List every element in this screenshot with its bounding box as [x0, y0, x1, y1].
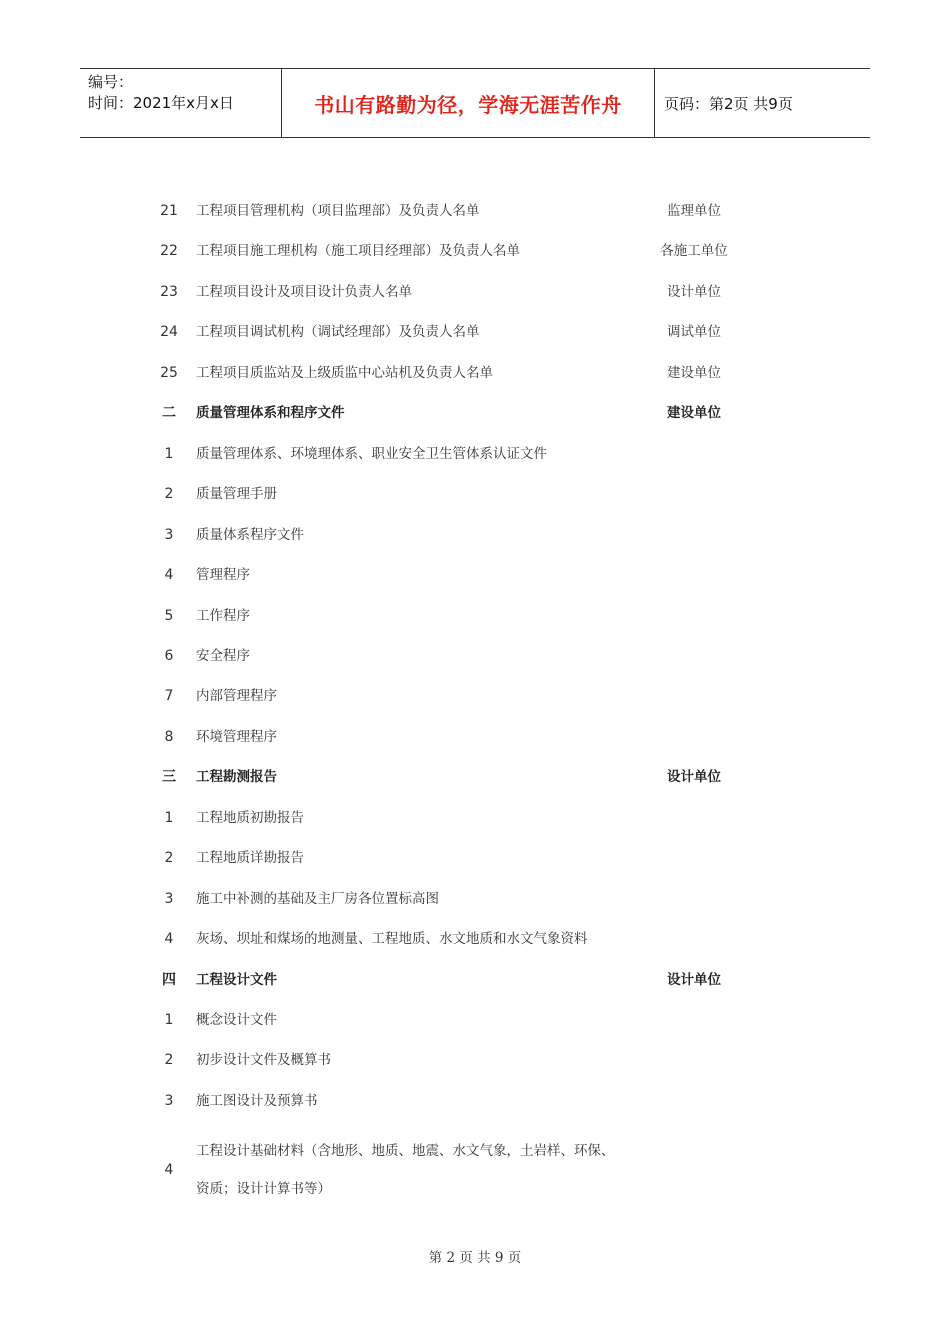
item-number: 4 [164, 1162, 174, 1178]
item-text: 环境管理程序 [196, 729, 277, 745]
page-header [80, 68, 870, 138]
item-number: 2 [164, 850, 174, 866]
header-page-label: 页码：第2页 共9页 [664, 95, 793, 113]
list-item [0, 847, 950, 869]
list-item [0, 928, 950, 950]
item-text: 质量体系程序文件 [196, 527, 304, 543]
item-number: 6 [164, 648, 174, 664]
list-item [0, 1049, 950, 1071]
section-heading-row [0, 402, 950, 424]
item-number: 5 [164, 608, 174, 624]
header-meta [88, 72, 278, 114]
item-text: 工程项目调试机构（调试经理部）及负责人名单 [196, 324, 480, 340]
item-text: 工程项目质监站及上级质监中心站机及负责人名单 [196, 365, 493, 381]
item-text [196, 1132, 615, 1208]
item-number: 8 [164, 729, 174, 745]
item-text: 施工图设计及预算书 [196, 1093, 318, 1109]
page-footer: 第 2 页 共 9 页 [428, 1250, 522, 1266]
item-text: 工作程序 [196, 608, 250, 624]
item-text: 质量管理手册 [196, 486, 277, 502]
item-text: 工程勘测报告 [196, 769, 277, 785]
item-text: 概念设计文件 [196, 1012, 277, 1028]
item-text: 内部管理程序 [196, 688, 277, 704]
list-item [0, 726, 950, 748]
item-text: 工程地质初勘报告 [196, 810, 304, 826]
header-motto: 书山有路勤为径，学海无涯苦作舟 [314, 93, 622, 117]
responsible-unit: 设计单位 [667, 972, 721, 988]
list-item [0, 888, 950, 910]
header-divider [654, 69, 655, 137]
list-item [0, 605, 950, 627]
item-number: 3 [164, 1093, 174, 1109]
code-label: 编号： [88, 73, 134, 91]
responsible-unit: 各施工单位 [660, 243, 728, 259]
section-heading-row [0, 969, 950, 991]
list-item [0, 200, 950, 222]
item-text: 工程地质详勘报告 [196, 850, 304, 866]
list-item [0, 807, 950, 829]
item-number: 25 [160, 365, 178, 381]
item-number: 23 [160, 284, 178, 300]
list-item [0, 362, 950, 384]
list-item [0, 1090, 950, 1112]
item-text: 质量管理体系和程序文件 [196, 405, 345, 421]
item-number: 2 [164, 486, 174, 502]
item-text: 工程项目施工理机构（施工项目经理部）及负责人名单 [196, 243, 520, 259]
item-text-line: 工程设计基础材料（含地形、地质、地震、水文气象，土岩样、环保、 [196, 1143, 615, 1159]
item-text: 初步设计文件及概算书 [196, 1052, 331, 1068]
list-item [0, 321, 950, 343]
list-item [0, 524, 950, 546]
item-number: 四 [162, 972, 176, 988]
item-text: 质量管理体系、环境理体系、职业安全卫生管体系认证文件 [196, 446, 547, 462]
section-heading-row [0, 766, 950, 788]
responsible-unit: 设计单位 [667, 769, 721, 785]
item-number: 22 [160, 243, 178, 259]
item-number: 3 [164, 527, 174, 543]
item-text: 工程项目管理机构（项目监理部）及负责人名单 [196, 203, 480, 219]
item-number: 二 [162, 405, 176, 421]
date-label: 时间：2021年x月x日 [88, 94, 234, 112]
item-number: 2 [164, 1052, 174, 1068]
item-number: 4 [164, 931, 174, 947]
item-text: 工程项目设计及项目设计负责人名单 [196, 284, 412, 300]
list-item [0, 1009, 950, 1031]
item-text: 施工中补测的基础及主厂房各位置标高图 [196, 891, 439, 907]
list-item [0, 685, 950, 707]
list-item [0, 645, 950, 667]
item-number: 1 [164, 810, 174, 826]
responsible-unit: 建设单位 [667, 405, 721, 421]
item-text: 安全程序 [196, 648, 250, 664]
item-text: 工程设计文件 [196, 972, 277, 988]
item-number: 4 [164, 567, 174, 583]
item-number: 3 [164, 891, 174, 907]
item-number: 三 [162, 769, 176, 785]
item-number: 1 [164, 1012, 174, 1028]
list-item [0, 281, 950, 303]
item-number: 24 [160, 324, 178, 340]
responsible-unit: 设计单位 [667, 284, 721, 300]
responsible-unit: 建设单位 [667, 365, 721, 381]
list-item [0, 443, 950, 465]
item-text: 管理程序 [196, 567, 250, 583]
list-item [0, 483, 950, 505]
responsible-unit: 调试单位 [667, 324, 721, 340]
list-item [0, 564, 950, 586]
responsible-unit: 监理单位 [667, 203, 721, 219]
item-text: 灰场、坝址和煤场的地测量、工程地质、水文地质和水文气象资料 [196, 931, 588, 947]
item-number: 21 [160, 203, 178, 219]
item-number: 1 [164, 446, 174, 462]
item-text-line: 资质；设计计算书等） [196, 1181, 331, 1197]
list-item [0, 240, 950, 262]
list-item [0, 1140, 950, 1200]
item-number: 7 [164, 688, 174, 704]
